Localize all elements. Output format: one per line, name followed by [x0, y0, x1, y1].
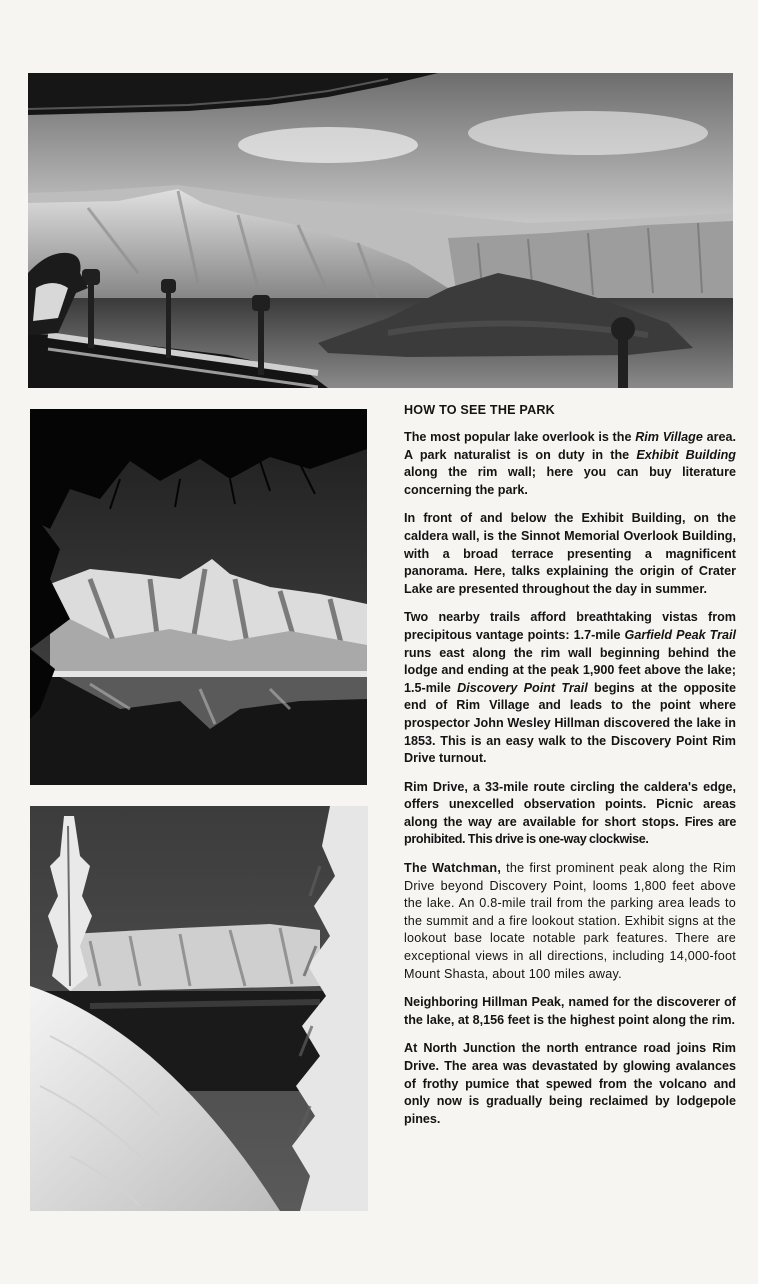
paragraph-sinnot-overlook [404, 510, 736, 598]
paragraph-nearby-trails [404, 609, 736, 767]
emphasis-garfield-peak-trail: Garfield Peak Trail [624, 627, 736, 642]
text-fires-prohibited: Fires are prohibited. This drive is one-way clockwise. [404, 814, 737, 847]
emphasis-rim-village: Rim Village [635, 430, 703, 444]
text: runs east along the rim wall beginning behind the lodge and ending at the peak 1,900 feet above the lake; 1.5-mile [404, 645, 736, 695]
text: area. A park naturalist is on duty in the [404, 430, 736, 462]
text: the first prominent peak along the Rim Drive beyond Discovery Point, looms 1,800 feet above the lake. An 0.8-mile trail from the parking area leads to the summit and a fire lookout station. Exhibit signs at the lookout base locate notable park features. There are exceptional views in all directions, including 14,000-foot Mount Shasta, about 100 miles away. [404, 861, 736, 981]
text: In front of and below the Exhibit Building, on the caldera wall, is the Sinnot Memorial Overlook Building, with a broad terrace presenting a magnificent panorama. Here, talks explaining the origin of Crater Lake are presented throughout the day in summer. [404, 511, 736, 596]
text: the north entrance road joins Rim Drive. The area was devastated by glowing avalances of frothy pumice that spewed from the volcano and only now is gradually being reclaimed by lodgepole pines. [404, 1041, 736, 1126]
paragraph-hillman-peak [404, 994, 736, 1029]
text: a 33-mile route circling the caldera's edge, offers unexcelled observation points. Picnic areas along the way are available for short stops. [404, 779, 736, 829]
section-heading: HOW TO SEE THE PARK [404, 403, 555, 417]
term-rim-drive: Rim Drive, [404, 779, 468, 794]
text: The most popular lake overlook is the [404, 430, 636, 444]
article-column [404, 402, 736, 1139]
text: Neighboring [404, 995, 483, 1010]
text: named for the discoverer of the lake, at 8,156 feet is the highest point along the rim. [404, 995, 736, 1027]
term-hillman-peak: Hillman Peak, [482, 995, 565, 1010]
paragraph-watchman [404, 860, 736, 983]
term-watchman: The Watchman, [404, 861, 502, 876]
winter-rim-photo [30, 806, 368, 1211]
paragraph-rim-village [404, 429, 736, 499]
paragraph-rim-drive [404, 779, 736, 849]
overlook-panorama-photo [28, 73, 733, 388]
paragraph-north-junction [404, 1040, 736, 1128]
emphasis-exhibit-building: Exhibit Building [636, 447, 736, 462]
term-north-junction: At North Junction [404, 1041, 516, 1056]
text: Two nearby trails afford breathtaking vistas from precipitous vantage points: 1.7-mile [404, 610, 736, 642]
snowy-peak-reflection-photo [30, 409, 367, 785]
text: begins at the opposite end of Rim Village and leads to the point where prospector John Wesley Hillman discovered the lake in 1853. This is an easy walk to the Discovery Point Rim Drive turnout. [404, 680, 736, 766]
text: along the rim wall; here you can buy literature concerning the park. [404, 465, 736, 497]
emphasis-discovery-point-trail: Discovery Point Trail [457, 680, 588, 695]
